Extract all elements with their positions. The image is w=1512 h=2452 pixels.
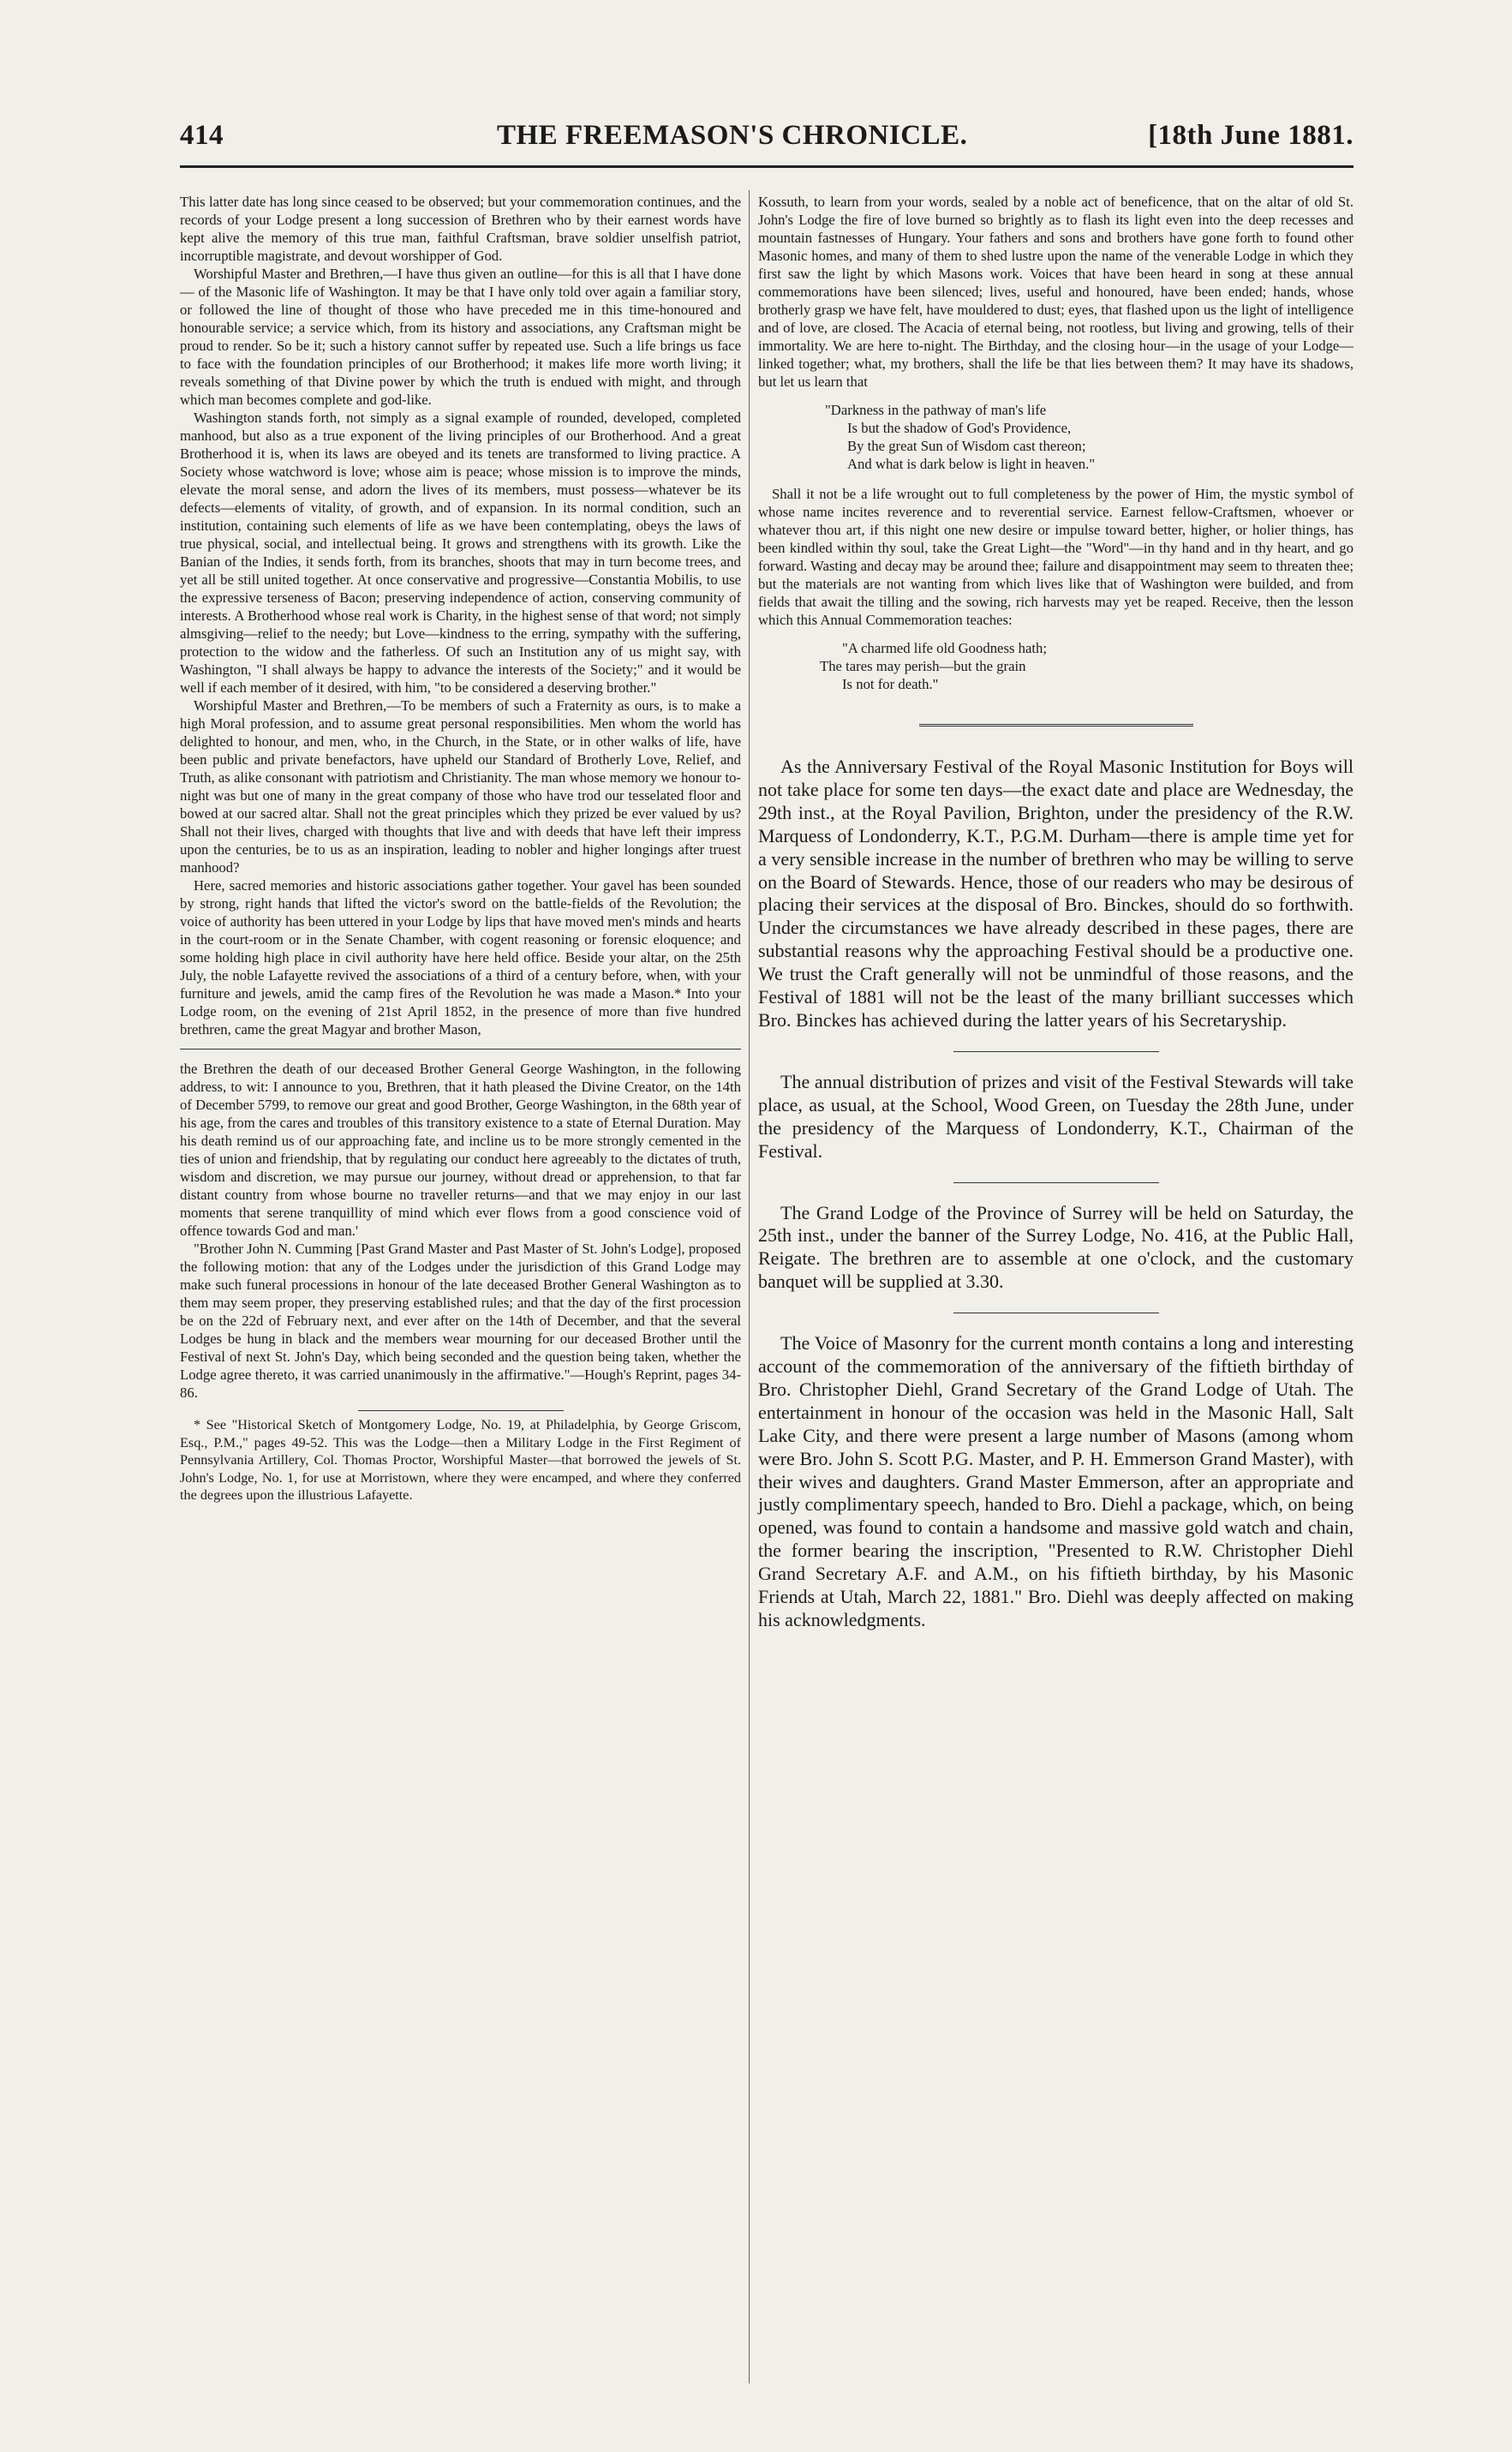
header-rule xyxy=(180,165,1354,168)
paragraph: "Brother John N. Cumming [Past Grand Master and Past Master of St. John's Lodge], proposed the following motion: that any of the Lodges under the jurisdiction of this Grand Lodge may make such funeral processions in honour of the late deceased Brother General Washington as to them may seem proper, they preserving established rules; and that the day of the first procession be on the 22d of February next, and ever after on the 14th of December, and that the several Lodges be hung in black and the members wear mourning for our deceased Brother until the Festival of next St. John's Day, which being seconded and the question being taken, whether the Lodge agree thereto, it was carried unanimously in the affirmative."—Hough's Reprint, pages 34-86. xyxy=(180,1241,741,1401)
issue-date: [18th June 1881. xyxy=(1148,120,1354,151)
footnote: * See "Historical Sketch of Montgomery Lodge, No. 19, at Philadelphia, by George Griscom, Esq., P.M.," pages 49-52. This was the Lodge—then a Military Lodge in the First Regiment of Pennsylvania Artillery, Col. Thomas Proctor, Worshipful Master—that borrowed the jewels of St. John's Lodge, No. 1, for use at Morristown, where they were encamped, and where they conferred the degrees upon the illustrious Lafayette. xyxy=(180,1417,741,1503)
paragraph: This latter date has long since ceased to be observed; but your commemoration continues, and the records of your Lodge present a long succession of Brethren who by their earnest words have kept alive the memory of this true man, faithful Craftsman, brave soldier unselfish patriot, incorruptible magistrate, and devout worshipper of God. xyxy=(180,194,741,264)
verse-line: Is but the shadow of God's Providence, xyxy=(847,420,1072,436)
paragraph: the Brethren the death of our deceased Brother General George Washington, in the following address, to wit: I announce to you, Brethren, that it hath pleased the Divine Creator, on the 14th of December 5799, to remove our great and good Brother, George Washington, in the 68th year of his age, from the cares and troubles of this transitory existence to a state of Eternal Duration. May his death remind us of our approaching fate, and incline us to be more strongly cemented in the ties of union and friendship, that by regulating our conduct here agreeably to the dictates of truth, wisdom and discretion, we may pursue our journey, without dread or apprehension, to that far distant country from whose bourne no traveller returns—and that we may enjoy in our last moments that serene tranquillity of mind which ever flows from a good conscience void of offence towards God and man.' xyxy=(180,1061,741,1239)
news-item: The Voice of Masonry for the current month contains a long and interesting account of the commemoration of the anniversary of the fiftieth birthday of Bro. Christopher Diehl, Grand Secretary of the Grand Lodge of Utah. The entertainment in honour of the occasion was held in the Masonic Hall, Salt Lake City, and there were present a large number of Masons (among whom were Bro. John S. Scott P.G. Master, and P. H. Emmerson Grand Master), with their wives and daughters. Grand Master Emmerson, after an appropriate and justly complimentary speech, handed to Bro. Diehl a package, which, on being opened, was found to contain a handsome and massive gold watch and chain, the former bearing the inscription, "Presented to R.W. Christopher Diehl Grand Secretary A.F. and A.M., on his fiftieth birthday, by his Masonic Friends at Utah, March 22, 1881." Bro. Diehl was deeply affected on making his acknowledgments. xyxy=(758,1332,1354,1630)
publication-title: THE FREEMASON'S CHRONICLE. xyxy=(497,120,968,151)
paragraph: Worshipful Master and Brethren,—I have thus given an outline—for this is all that I have done— of the Masonic life of Washington. It may be that I have only told over again a familiar story, or followed the line of thought of those who have preceded me in this time-honoured and honourable service; a service which, from its history and associations, any Craftsman might be proud to render. So be it; such a history cannot suffer by repeated use. Such a life brings us face to face with the foundation principles of our Brotherhood; it makes life more worth living; it reveals something of that Divine power by which the truth is endued with might, and through which man becomes complete and god-like. xyxy=(180,266,741,408)
column-divider xyxy=(749,190,750,2383)
paragraph: Worshipful Master and Brethren,—To be members of such a Fraternity as ours, is to make a high Moral profession, and to assume great personal responsibilities. Men whom the world has delighted to honour, and men, who, in the Church, in the State, or in other walks of life, have been public and private benefactors, have upheld our Standard of Brotherly Love, Relief, and Truth, as alike consonant with patriotism and Christianity. The man whose memory we honour to-night was but one of many in the great company of those who have trod our tesselated floor and bowed at our sacred altar. Shall not the great principles which they prized be ever valued by us? Shall not their lives, charged with thoughts that live and with deeds that have left their impress upon the centuries, be to us as an inspiration, leading to nobler and higher longings after truest manhood? xyxy=(180,697,741,876)
verse-line: The tares may perish—but the grain xyxy=(820,658,1026,674)
verse-line: "Darkness in the pathway of man's life xyxy=(825,402,1047,418)
page-header xyxy=(180,120,1354,163)
left-column xyxy=(180,193,741,1504)
paragraph: Shall it not be a life wrought out to full completeness by the power of Him, the mystic symbol of whose name incites reverence and to reverential service. Earnest fellow-Craftsmen, whoever or whatever thou art, if this night one new desire or impulse toward better, higher, or holier things, has been kindled within thy soul, take the Great Light—the "Word"—in thy hand and in thy heart, and go forward. Wasting and decay may be around thee; failure and disappointment may seem to threaten thee; but the materials are not wanting from which lives like that of Washington were builded, and from fields that await the tilling and the sowing, rich harvests may yet be reaped. Receive, then the lesson which this Annual Commemoration teaches: xyxy=(758,486,1354,628)
news-item: As the Anniversary Festival of the Royal Masonic Institution for Boys will not take place for some ten days—the exact date and place are Wednesday, the 29th inst., at the Royal Pavilion, Brighton, under the presidency of the R.W. Marquess of Londonderry, K.T., P.G.M. Durham—there is ample time yet for a very sensible increase in the number of brethren who may be willing to serve on the Board of Stewards. Hence, those of our readers who may be desirous of placing their services at the disposal of Bro. Binckes, should do so forthwith. Under the circumstances we have already described in these pages, there are substantial reasons why the approaching Festival should be a productive one. We trust the Craft generally will not be unmindful of those reasons, and the Festival of 1881 will not be the least of the many brilliant successes which Bro. Binckes has achieved during the latter years of his Secretaryship. xyxy=(758,756,1354,1031)
verse-quotation xyxy=(820,639,1354,693)
verse-quotation xyxy=(825,401,1354,473)
verse-line: And what is dark below is light in heaven." xyxy=(847,456,1096,472)
verse-line: By the great Sun of Wisdom cast thereon; xyxy=(847,438,1086,454)
paragraph: Here, sacred memories and historic associations gather together. Your gavel has been sounded by strong, right hands that lifted the victor's sword on the battle-fields of the Revolution; the voice of authority has been uttered in your Lodge by lips that have moved men's minds and hearts in the court-room or in the Senate Chamber, with cogent reasoning or forensic eloquence; and some holding high place in civil authority have here held office. Beside your altar, on the 25th July, the noble Lafayette revived the associations of a third of a century before, when, with your furniture and jewels, amid the camp fires of the Revolution he was made a Mason.* Into your Lodge room, on the evening of 21st April 1852, in the presence of more than five hundred brethren, came the great Magyar and brother Mason, xyxy=(180,877,741,1038)
verse-line: Is not for death." xyxy=(842,676,939,692)
news-item: The Grand Lodge of the Province of Surrey will be held on Saturday, the 25th inst., under the banner of the Surrey Lodge, No. 416, at the Public Hall, Reigate. The brethren are to assemble at one o'clock, and the customary banquet will be supplied at 3.30. xyxy=(758,1201,1354,1293)
footnote-rule xyxy=(358,1410,564,1411)
news-item: The annual distribution of prizes and visit of the Festival Stewards will take place, as usual, at the School, Wood Green, on Tuesday the 28th June, under the presidency of the Marquess of Londonderry, K.T., Chairman of the Festival. xyxy=(758,1070,1354,1162)
paragraph: Kossuth, to learn from your words, sealed by a noble act of beneficence, that on the altar of old St. John's Lodge the fire of love burned so brightly as to flash its light even into the deep recesses and mountain fastnesses of Hungary. Your fathers and sons and brothers have gone forth to found other Masonic homes, and many of them to shed lustre upon the name of the venerable Lodge in which they first saw the light by which Masons work. Voices that have been heard in song at these annual commemorations have been silenced; lives, useful and honoured, have been ended; hands, whose brotherly grasp we have felt, have mouldered to dust; eyes, that flashed upon us the light of intelligence and of love, are closed. The Acacia of eternal being, not rootless, but living and growing, tells of their immortality. We are here to-night. The Birthday, and the closing hour—in the usage of your Lodge—linked together; what, my brothers, shall the life be that lies between them? It may have its shadows, but let us learn that xyxy=(758,194,1354,390)
verse-line: "A charmed life old Goodness hath; xyxy=(842,640,1047,656)
paragraph: Washington stands forth, not simply as a signal example of rounded, developed, completed manhood, but also as a true exponent of the living principles of our Brotherhood. And a great Brotherhood it is, when its laws are obeyed and its tenets are transformed to living practice. A Society whose watchword is love; whose aim is peace; whose mission is to improve the minds, elevate the moral sense, and adorn the lives of its members, must possess—whatever be its defects—elements of vitality, of growth, and of expansion. In its normal condition, such an institution, containing such elements of life as we have been contemplating, obeys the laws of true physical, social, and intellectual being. It grows and strengthens with its growth. Like the Banian of the Indies, it sends forth, from its branches, shoots that may in turn become trees, and yet all be still united together. At once conservative and progressive—Constantia Mobilis, to use the expressive terseness of Bacon; preserving independence of action, conserving community of interests. A Brotherhood whose real work is Charity, in the highest sense of that word; not simply almsgiving—relief to the needy; but Love—kindness to the erring, sympathy with the suffering, protection to the widow and the fatherless. Of such an Institution any of us might say, with Washington, "I shall always be happy to advance the interests of the Society;" and it would be well if each member of it desired, with him, "to be considered a deserving brother." xyxy=(180,410,741,696)
page-number: 414 xyxy=(180,120,224,151)
right-column xyxy=(758,193,1354,1632)
